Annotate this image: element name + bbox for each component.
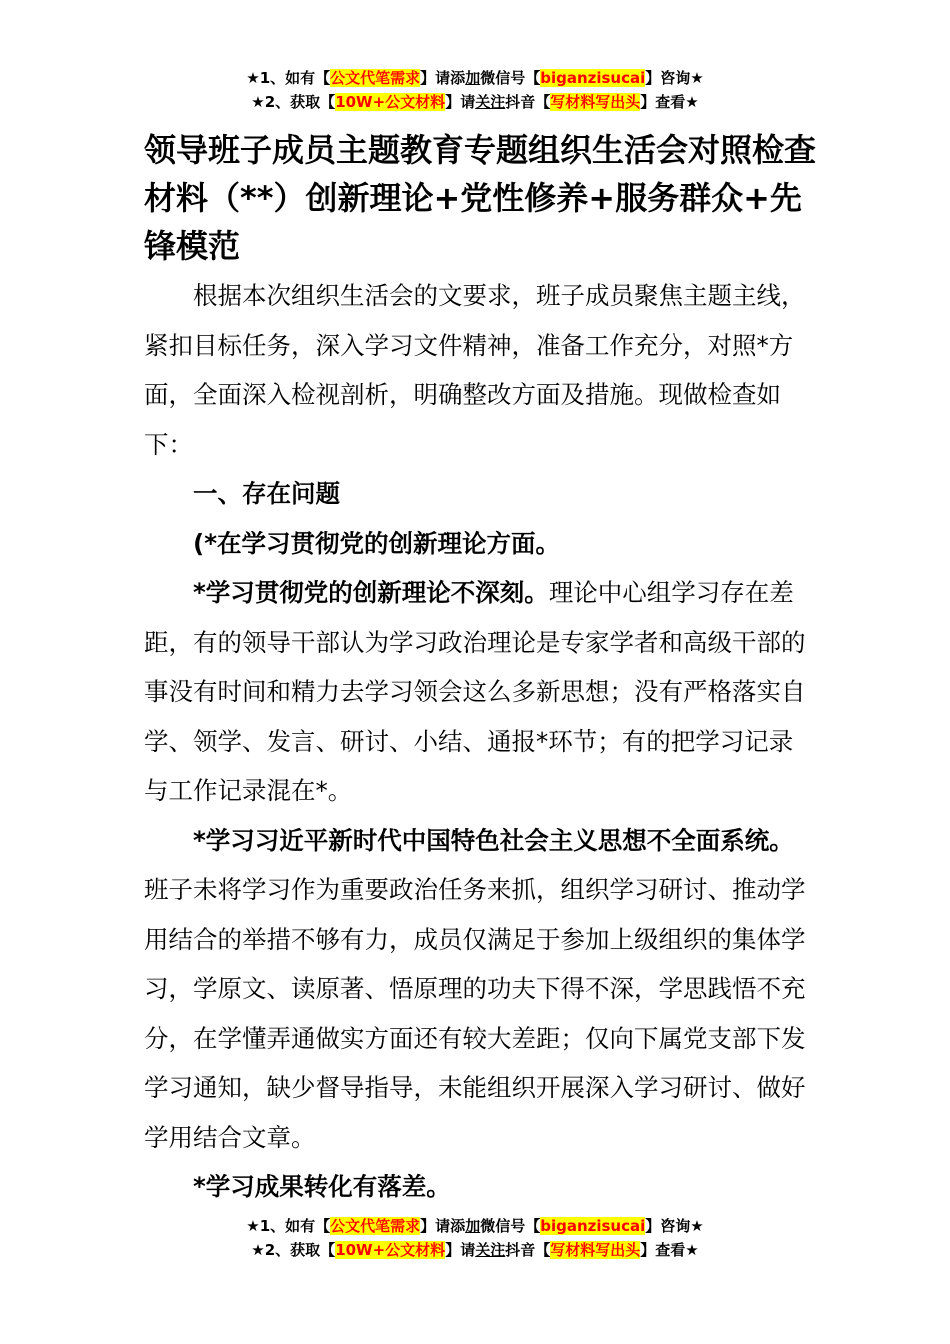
footer-promo-banner xyxy=(0,1214,950,1262)
promo-highlight: biganzisucai xyxy=(540,1217,646,1235)
promo-highlight: 公文代笔需求 xyxy=(330,69,421,87)
problem-item-2: *学习习近平新时代中国特色社会主义思想不全面系统。班子未将学习作为重要政治任务来抓，组织学习研讨、推动学用结合的举措不够有力，成员仅满足于参加上级组织的集体学习，学原文、读原著、悟原理的功夫下得不深，学思践悟不充分，在学懂弄通做实方面还有较大差距；仅向下属党支部下发学习通知，缺少督导指导，未能组织开展深入学习研讨、做好学用结合文章。 xyxy=(144,825,806,1152)
promo-highlight: 10W+公文材料 xyxy=(335,1241,446,1259)
promo-highlight: biganzisucai xyxy=(540,69,646,87)
promo-line-1: ★1、如有【公文代笔需求】请添加微信号【biganzisucai】咨询★ xyxy=(246,69,704,87)
header-promo-banner xyxy=(0,66,950,114)
promo-line-2: ★2、获取【10W+公文材料】请关注抖音【写材料写出头】查看★ xyxy=(251,1241,699,1259)
promo-highlight: 公文代笔需求 xyxy=(330,1217,421,1235)
intro-paragraph: 根据本次组织生活会的文要求，班子成员聚焦主题主线，紧扣目标任务，深入学习文件精神，准备工作充分，对照*方面，全面深入检视剖析，明确整改方面及措施。现做检查如下： xyxy=(144,281,806,459)
promo-line-1: ★1、如有【公文代笔需求】请添加微信号【biganzisucai】咨询★ xyxy=(246,1217,704,1235)
subsection-heading: (*在学习贯彻党的创新理论方面。 xyxy=(193,528,561,558)
promo-highlight: 10W+公文材料 xyxy=(335,93,446,111)
document-title: 领导班子成员主题教育专题组织生活会对照检查材料（**）创新理论+党性修养+服务群众+先锋模范 xyxy=(144,131,817,265)
section-heading: 一、存在问题 xyxy=(193,479,340,508)
promo-highlight: 写材料写出头 xyxy=(550,1241,641,1259)
document-body xyxy=(144,271,809,1212)
promo-highlight: 写材料写出头 xyxy=(550,93,641,111)
problem-item-1: *学习贯彻党的创新理论不深刻。理论中心组学习存在差距，有的领导干部认为学习政治理论是专家学者和高级干部的事没有时间和精力去学习领会这么多新思想；没有严格落实自学、领学、发言、研讨、小结、通报*环节；有的把学习记录与工作记录混在*。 xyxy=(144,578,806,805)
promo-line-2: ★2、获取【10W+公文材料】请关注抖音【写材料写出头】查看★ xyxy=(251,93,699,111)
problem-item-3: *学习成果转化有落差。 xyxy=(193,1172,451,1201)
